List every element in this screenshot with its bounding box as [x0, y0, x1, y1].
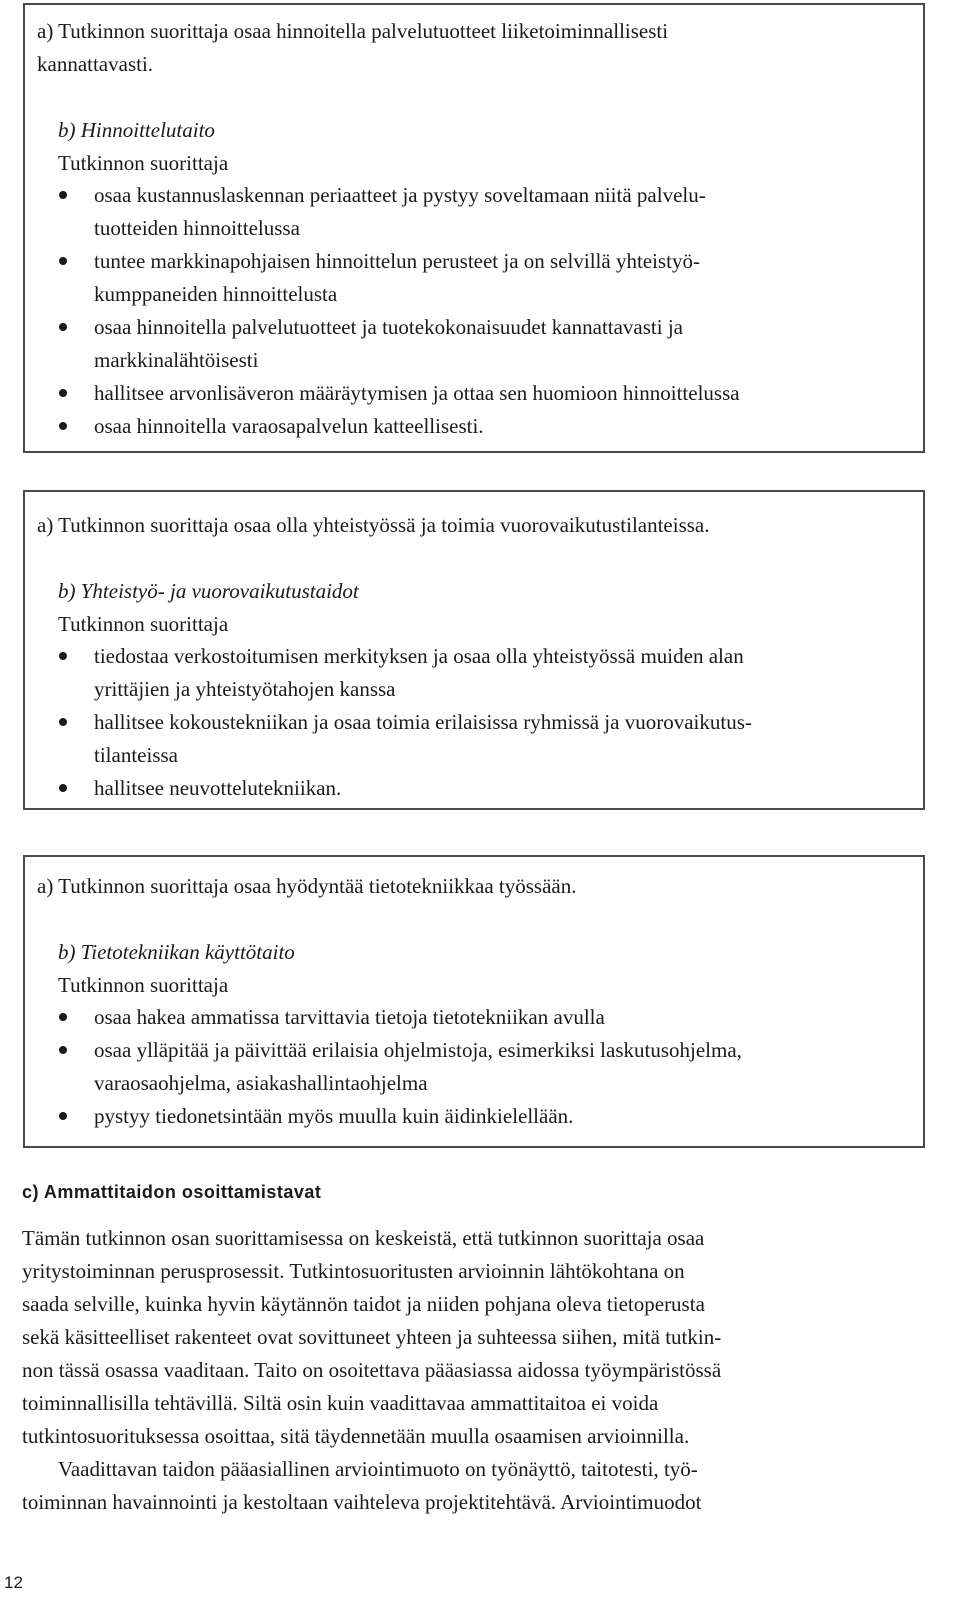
bullet-text: osaa ylläpitää ja päivittää erilaisia ohjelmistoja, esimerkiksi laskutusohjelma, — [94, 1038, 742, 1062]
body-text-line: tutkintosuorituksessa osoittaa, sitä täydennetään muulla osaamisen arvioinnilla. — [22, 1424, 690, 1448]
bullet-icon — [59, 1013, 67, 1021]
subject-label: Tutkinnon suorittaja — [58, 151, 229, 175]
bullet-icon — [59, 784, 67, 792]
bullet-icon — [59, 422, 67, 430]
bullet-icon — [59, 257, 67, 265]
body-text-line: toiminnallisilla tehtävillä. Siltä osin kuin vaadittavaa ammattitaitoa ei voida — [22, 1391, 659, 1415]
subject-label: Tutkinnon suorittaja — [58, 973, 229, 997]
bullet-text: markkinalähtöisesti — [94, 348, 259, 372]
subject-label: Tutkinnon suorittaja — [58, 612, 229, 636]
body-text-line: Vaadittavan taidon pääasiallinen arviointimuoto on työnäyttö, taitotesti, työ- — [58, 1457, 698, 1481]
bullet-text: osaa hinnoitella palvelutuotteet ja tuotekokonaisuudet kannattavasti ja — [94, 315, 683, 339]
bullet-icon — [59, 1112, 67, 1120]
body-text-line: non tässä osassa vaaditaan. Taito on osoitettava pääasiassa aidossa työympäristössä — [22, 1358, 722, 1382]
page-number: 12 — [4, 1573, 23, 1592]
bullet-icon — [59, 389, 67, 397]
bullet-text: varaosaohjelma, asiakashallintaohjelma — [94, 1071, 428, 1095]
bullet-text: osaa kustannuslaskennan periaatteet ja pystyy soveltamaan niitä palvelu- — [94, 183, 706, 207]
body-text-line: saada selville, kuinka hyvin käytännön taidot ja niiden pohjana oleva tietoperusta — [22, 1292, 705, 1316]
section-heading: c) Ammattitaidon osoittamistavat — [22, 1182, 322, 1202]
bullet-text: hallitsee neuvottelutekniikan. — [94, 776, 342, 800]
body-text-line: Tämän tutkinnon osan suorittamisessa on keskeistä, että tutkinnon suorittaja osaa — [22, 1226, 705, 1250]
target-statement-line: a) Tutkinnon suorittaja osaa hinnoitella palvelutuotteet liiketoiminnallisesti — [37, 19, 669, 43]
body-text-line: toiminnan havainnointi ja kestoltaan vaihteleva projektitehtävä. Arviointimuodot — [22, 1490, 702, 1514]
target-statement-line: kannattavasti. — [37, 52, 154, 76]
bullet-text: hallitsee arvonlisäveron määräytymisen ja ottaa sen huomioon hinnoittelussa — [94, 381, 740, 405]
bullet-icon — [59, 191, 67, 199]
bullet-text: osaa hakea ammatissa tarvittavia tietoja tietotekniikan avulla — [94, 1005, 605, 1029]
skill-title: b) Hinnoittelutaito — [58, 118, 215, 142]
bullet-text: hallitsee kokoustekniikan ja osaa toimia erilaisissa ryhmissä ja vuorovaikutus- — [94, 710, 752, 734]
bullet-icon — [59, 323, 67, 331]
bullet-icon — [59, 652, 67, 660]
skill-title: b) Yhteistyö- ja vuorovaikutustaidot — [58, 579, 359, 603]
bullet-text: yrittäjien ja yhteistyötahojen kanssa — [94, 677, 396, 701]
bullet-text: tiedostaa verkostoitumisen merkityksen ja osaa olla yhteistyössä muiden alan — [94, 644, 744, 668]
bullet-icon — [59, 1046, 67, 1054]
bullet-icon — [59, 718, 67, 726]
bullet-text: osaa hinnoitella varaosapalvelun katteellisesti. — [94, 414, 484, 438]
body-text-line: yritystoiminnan perusprosessit. Tutkintosuoritusten arvioinnin lähtökohtana on — [22, 1259, 685, 1283]
skill-title: b) Tietotekniikan käyttötaito — [58, 940, 295, 964]
bullet-text: tuotteiden hinnoittelussa — [94, 216, 300, 240]
bullet-text: pystyy tiedonetsintään myös muulla kuin äidinkielellään. — [94, 1104, 574, 1128]
bullet-text: tilanteissa — [94, 743, 178, 767]
body-text-line: sekä käsitteelliset rakenteet ovat sovittuneet yhteen ja suhteessa siihen, mitä tutkin- — [22, 1325, 722, 1349]
target-statement-line: a) Tutkinnon suorittaja osaa hyödyntää tietotekniikkaa työssään. — [37, 874, 577, 898]
bullet-text: tuntee markkinapohjaisen hinnoittelun perusteet ja on selvillä yhteistyö- — [94, 249, 700, 273]
target-statement-line: a) Tutkinnon suorittaja osaa olla yhteistyössä ja toimia vuorovaikutustilanteissa. — [37, 513, 710, 537]
bullet-text: kumppaneiden hinnoittelusta — [94, 282, 338, 306]
